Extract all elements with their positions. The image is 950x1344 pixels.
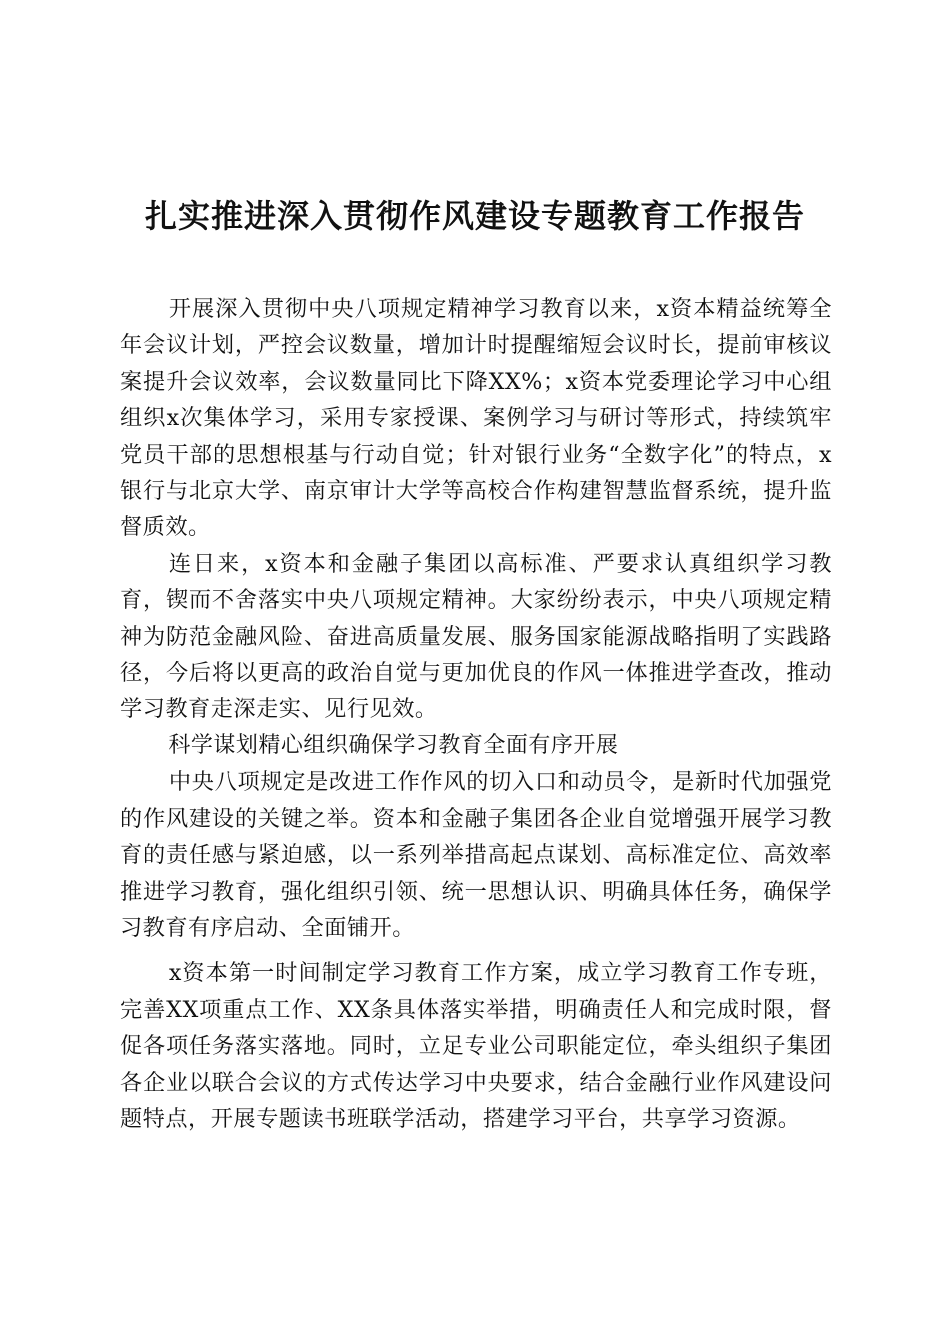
body-paragraph-1: 开展深入贯彻中央八项规定精神学习教育以来，x资本精益统筹全年会议计划，严控会议数量，增加计时提醒缩短会议时长，提前审核议案提升会议效率，会议数量同比下降XX%；x资本党委理论学习中心组组织x次集体学习，采用专家授课、案例学习与研讨等形式，持续筑牢党员干部的思想根基与行动自觉；针对银行业务“全数字化”的特点，x银行与北京大学、南京审计大学等高校合作构建智慧监督系统，提升监督质效。 — [120, 296, 832, 541]
section-paragraph-2: x资本第一时间制定学习教育工作方案，成立学习教育工作专班，完善XX项重点工作、XX条具体落实举措，明确责任人和完成时限，督促各项任务落实落地。同时，立足专业公司职能定位，牵头组织子集团各企业以联合会议的方式传达学习中央要求，结合金融行业作风建设问题特点，开展专题读书班联学活动，搭建学习平台，共享学习资源。 — [120, 960, 832, 1132]
document-body — [120, 291, 832, 1137]
document-title: 扎实推进深入贯彻作风建设专题教育工作报告 — [144, 197, 805, 235]
section-heading: 科学谋划精心组织确保学习教育全面有序开展 — [168, 732, 619, 758]
body-paragraph-2: 连日来，x资本和金融子集团以高标准、严要求认真组织学习教育，锲而不舍落实中央八项规定精神。大家纷纷表示，中央八项规定精神为防范金融风险、奋进高质量发展、服务国家能源战略指明了实践路径，今后将以更高的政治自觉与更加优良的作风一体推进学查改，推动学习教育走深走实、见行见效。 — [120, 550, 832, 723]
section-paragraph-1: 中央八项规定是改进工作作风的切入口和动员令，是新时代加强党的作风建设的关键之举。资本和金融子集团各企业自觉增强开展学习教育的责任感与紧迫感，以一系列举措高起点谋划、高标准定位、高效率推进学习教育，强化组织引领、统一思想认识、明确具体任务，确保学习教育有序启动、全面铺开。 — [120, 769, 832, 941]
